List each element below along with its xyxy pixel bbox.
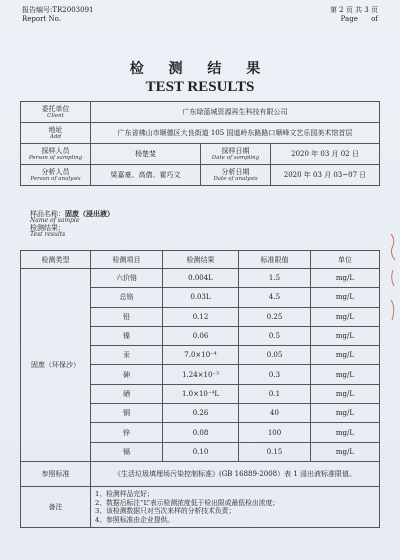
col-header-item: 检测项目 (91, 251, 163, 269)
item-limit: 0.1 (239, 384, 311, 403)
item-result: 0.10 (163, 442, 239, 461)
analyst-value: 梁嘉豪、高倩、霍巧文 (91, 165, 201, 186)
report-number: 报告编号:TR2003091 (22, 6, 94, 14)
item-unit: mg/L (311, 384, 380, 403)
item-limit: 0.05 (239, 346, 311, 365)
item-unit: mg/L (311, 404, 380, 423)
item-result: 0.03L (163, 288, 239, 307)
item-name: 铅 (91, 307, 163, 326)
handwritten-mark-icon (388, 230, 398, 350)
item-name: 总铬 (91, 288, 163, 307)
results-table (20, 250, 380, 528)
item-result: 0.004L (163, 269, 239, 288)
standard-value: 《生活垃圾填埋场污染控制标准》(GB 16889-2008）表 1 浸出液标准限值。 (91, 461, 380, 486)
col-header-result: 检测结果 (163, 251, 239, 269)
sample-name-label: 样品名称： (30, 210, 65, 218)
page-number-en: Page of (340, 15, 378, 23)
col-header-unit: 单位 (311, 251, 380, 269)
item-result: 0.08 (163, 423, 239, 442)
remarks-list (91, 486, 380, 527)
item-result: 7.0×10⁻⁴ (163, 346, 239, 365)
analysis-date-label: 分析日期 Date of analysis (201, 165, 271, 186)
item-result: 0.12 (163, 307, 239, 326)
item-limit: 100 (239, 423, 311, 442)
item-unit: mg/L (311, 346, 380, 365)
item-unit: mg/L (311, 307, 380, 326)
item-result: 1.24×10⁻³ (163, 365, 239, 384)
item-result: 0.26 (163, 404, 239, 423)
item-name: 汞 (91, 346, 163, 365)
sample-info (30, 210, 114, 238)
item-name: 铜 (91, 404, 163, 423)
analysis-date-value: 2020 年 03 月 03~07 日 (271, 165, 380, 186)
address-value: 广东省佛山市顺德区大良街道 105 国道岭东路路口顺峰文艺乐园美术馆首层 (91, 123, 380, 144)
standard-label: 参照标准 (21, 461, 91, 486)
remark-item: 4、参照标准由企业提供。 (95, 515, 175, 524)
item-name: 六价铬 (91, 269, 163, 288)
item-limit: 0.25 (239, 307, 311, 326)
title-en: TEST RESULTS (145, 79, 255, 95)
sample-name: 固废（浸出液） (65, 209, 114, 218)
item-name: 锌 (91, 423, 163, 442)
title-zh: 检 测 结 果 (129, 61, 271, 77)
info-table (20, 101, 380, 186)
sample-date-value: 2020 年 03 月 02 日 (271, 144, 380, 165)
item-unit: mg/L (311, 365, 380, 384)
item-unit: mg/L (311, 423, 380, 442)
test-results-label: 检测结果： (30, 224, 65, 232)
table-row (21, 269, 380, 288)
client-label: 委托单位 Client (21, 102, 91, 123)
remark-item: 3、该检测数据只对当次来样的分析技术负责； (95, 507, 236, 516)
sample-date-label: 採样日期 Date of sampling (201, 144, 271, 165)
item-result: 1.0×10⁻⁴L (163, 384, 239, 403)
page-number: 第 2 页 共 3 页 (329, 6, 378, 14)
item-unit: mg/L (311, 288, 380, 307)
item-unit: mg/L (311, 326, 380, 345)
col-header-type: 检测类型 (21, 251, 91, 269)
item-limit: 4.5 (239, 288, 311, 307)
item-limit: 40 (239, 404, 311, 423)
remark-item: 1、检测样品完好； (95, 489, 154, 498)
address-label: 地址 Add (21, 123, 91, 144)
remark-item: 2、数据后标注“L”表示检测浓度低于检出限或最低检出浓度； (95, 498, 280, 507)
item-limit: 1.5 (239, 269, 311, 288)
sampler-label: 採样人员 Person of sampling (21, 144, 91, 165)
client-value: 广东绿蓝城资源再生科技有限公司 (91, 102, 380, 123)
report-number-en: Report No. (22, 15, 61, 23)
item-name: 镍 (91, 326, 163, 345)
item-unit: mg/L (311, 442, 380, 461)
item-result: 0.06 (163, 326, 239, 345)
item-name: 镉 (91, 442, 163, 461)
item-limit: 0.3 (239, 365, 311, 384)
remarks-label: 备注 (21, 486, 91, 527)
analyst-label: 分析人员 Person of analysis (21, 165, 91, 186)
test-results-en: Test results (30, 231, 66, 238)
item-name: 砷 (91, 365, 163, 384)
sample-name-en: Name of sample (30, 217, 80, 224)
col-header-limit: 标准限值 (239, 251, 311, 269)
sampler-value: 杨楚斐 (91, 144, 201, 165)
item-limit: 0.5 (239, 326, 311, 345)
sample-type: 固废（环保沙） (21, 269, 91, 462)
item-unit: mg/L (311, 269, 380, 288)
item-name: 硒 (91, 384, 163, 403)
item-limit: 0.15 (239, 442, 311, 461)
